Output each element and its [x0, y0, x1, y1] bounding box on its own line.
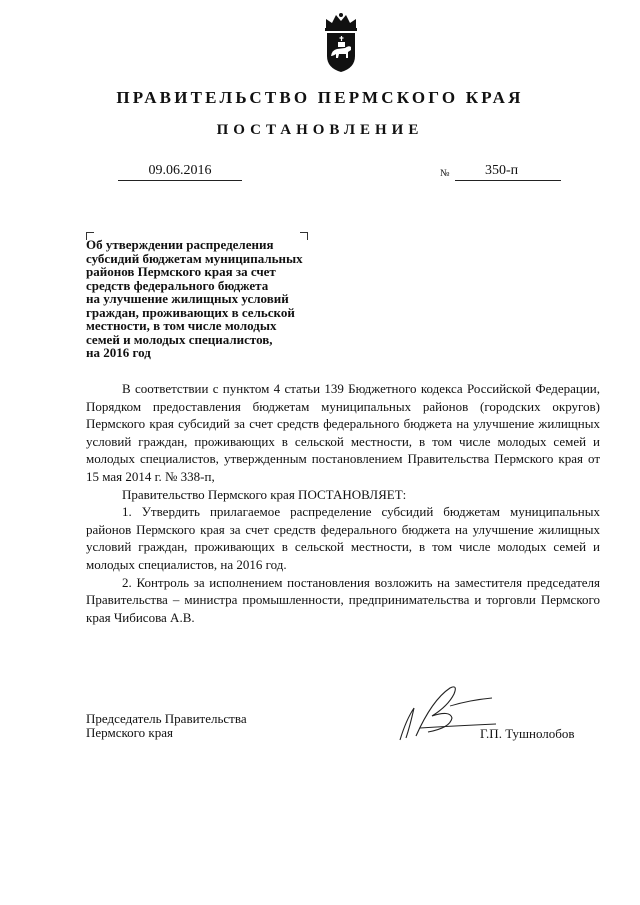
subject-line: на улучшение жилищных условий	[86, 291, 289, 306]
document-type: ПОСТАНОВЛЕНИЕ	[216, 122, 424, 138]
document-subject	[86, 238, 336, 360]
document-body	[86, 380, 600, 626]
body-paragraph-resolves: Правительство Пермского края ПОСТАНОВЛЯЕТ:	[122, 486, 407, 502]
government-title: ПРАВИТЕЛЬСТВО ПЕРМСКОГО КРАЯ	[116, 88, 524, 107]
document-date: 09.06.2016	[118, 163, 242, 181]
subject-line: местности, в том числе молодых	[86, 318, 277, 333]
subject-line: Об утверждении распределения	[86, 237, 274, 252]
body-paragraph-item-1: 1. Утвердить прилагаемое распределение субсидий бюджетам муниципальных районов Пермского края за счет средств федерального бюджета на улучшение жилищных условий граждан, проживающих в сельской местности, в том числе молодых семей и молодых специалистов, на 2016 год.	[86, 504, 600, 572]
subject-line: районов Пермского края за счет	[86, 264, 276, 279]
document-number: 350-п	[455, 163, 561, 181]
body-paragraph-item-2: 2. Контроль за исполнением постановления возложить на заместителя председателя Правительства – министра промышленности, предпринимательства и торговли Пермского края Чибисова А.В.	[86, 574, 600, 625]
subject-line: граждан, проживающих в сельской	[86, 304, 295, 320]
signatory-position	[86, 712, 247, 740]
signatory-name: Г.П. Тушнолобов	[480, 726, 575, 741]
number-label: №	[440, 168, 450, 179]
subject-line: средств федерального бюджета	[86, 277, 269, 293]
signatory-position-line: Пермского края	[86, 725, 173, 740]
subject-line: семей и молодых специалистов,	[86, 331, 273, 347]
subject-line: на 2016 год	[86, 345, 151, 360]
perm-krai-coat-of-arms-icon	[318, 12, 364, 74]
body-paragraph-preamble: В соответствии с пунктом 4 статьи 139 Бюджетного кодекса Российской Федерации, Порядком предоставления бюджетам муниципальных районов (городских округов) Пермского края субсидий за счет средств федерального бюджета на улучшение жилищных условий граждан, проживающих в сельской местности, в том числе молодых семей и молодых специалистов, утвержденным постановлением Правительства Пермского края от 15 мая 2014 г. № 338-п,	[86, 381, 600, 484]
signatory-position-line: Председатель Правительства	[86, 711, 247, 726]
subject-line: субсидий бюджетам муниципальных	[86, 250, 303, 266]
